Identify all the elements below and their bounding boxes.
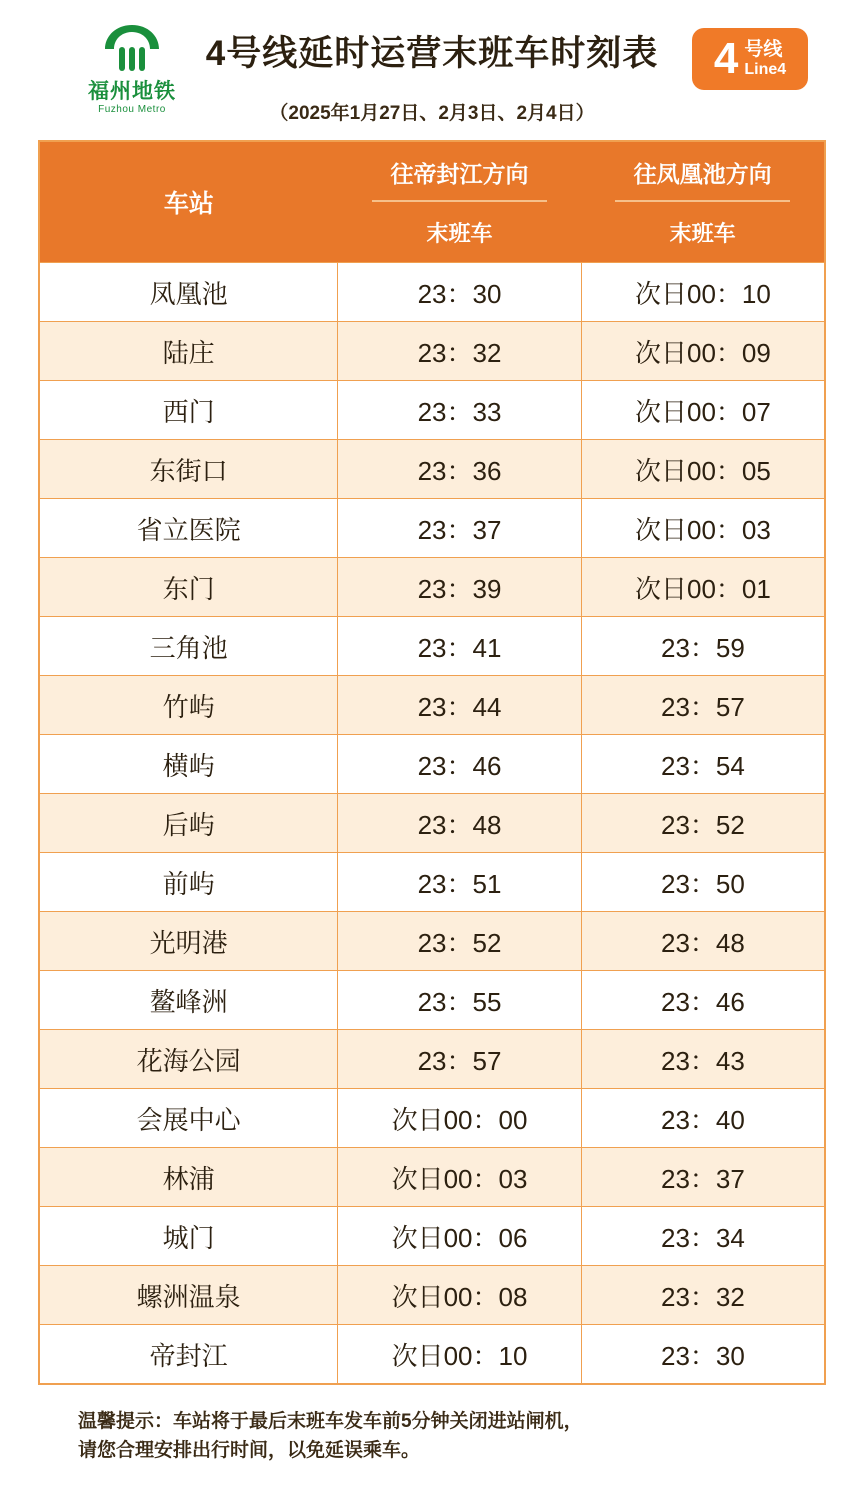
line-badge-cn: 号线 bbox=[744, 38, 783, 60]
cell-station: 陆庄 bbox=[39, 322, 338, 381]
cell-last-train-dir1: 23：36 bbox=[338, 440, 582, 499]
table-row bbox=[39, 558, 825, 617]
timetable bbox=[38, 140, 826, 1385]
table-row bbox=[39, 1325, 825, 1385]
table-row bbox=[39, 617, 825, 676]
cell-last-train-dir1: 23：51 bbox=[338, 853, 582, 912]
header-direction-2-label: 往凤凰池方向 bbox=[633, 160, 772, 187]
table-row bbox=[39, 1148, 825, 1207]
cell-last-train-dir2: 23：46 bbox=[581, 971, 825, 1030]
cell-last-train-dir2: 23：48 bbox=[581, 912, 825, 971]
page-subtitle: （2025年1月27日、2月3日、2月4日） bbox=[269, 103, 595, 124]
cell-last-train-dir2: 23：57 bbox=[581, 676, 825, 735]
cell-last-train-dir2: 次日00：05 bbox=[581, 440, 825, 499]
cell-last-train-dir1: 23：55 bbox=[338, 971, 582, 1030]
cell-last-train-dir1: 23：39 bbox=[338, 558, 582, 617]
line-badge-number: 4 bbox=[713, 34, 739, 83]
table-row bbox=[39, 1207, 825, 1266]
cell-last-train-dir1: 23：48 bbox=[338, 794, 582, 853]
cell-last-train-dir2: 次日00：07 bbox=[581, 381, 825, 440]
cell-station: 竹屿 bbox=[39, 676, 338, 735]
cell-station: 花海公园 bbox=[39, 1030, 338, 1089]
metro-logo-name: 福州地铁 bbox=[88, 80, 176, 103]
cell-station: 前屿 bbox=[39, 853, 338, 912]
cell-last-train-dir2: 23：43 bbox=[581, 1030, 825, 1089]
cell-last-train-dir2: 23：37 bbox=[581, 1148, 825, 1207]
table-row bbox=[39, 735, 825, 794]
cell-last-train-dir2: 23：59 bbox=[581, 617, 825, 676]
footer-note bbox=[38, 1407, 826, 1466]
cell-last-train-dir1: 次日00：00 bbox=[338, 1089, 582, 1148]
cell-last-train-dir1: 23：52 bbox=[338, 912, 582, 971]
header-lasttrain-2: 末班车 bbox=[581, 202, 825, 263]
header-divider-1 bbox=[372, 200, 547, 202]
cell-station: 横屿 bbox=[39, 735, 338, 794]
cell-station: 光明港 bbox=[39, 912, 338, 971]
cell-last-train-dir2: 23：32 bbox=[581, 1266, 825, 1325]
metro-logo-subname: Fuzhou Metro bbox=[98, 104, 166, 116]
table-row bbox=[39, 499, 825, 558]
table-row bbox=[39, 794, 825, 853]
cell-last-train-dir2: 23：54 bbox=[581, 735, 825, 794]
header-direction-2 bbox=[581, 141, 825, 202]
table-row bbox=[39, 912, 825, 971]
cell-station: 三角池 bbox=[39, 617, 338, 676]
cell-station: 东街口 bbox=[39, 440, 338, 499]
cell-station: 林浦 bbox=[39, 1148, 338, 1207]
header-direction-1-label: 往帝封江方向 bbox=[390, 160, 529, 187]
footer-note-line2: 请您合理安排出行时间，以免延误乘车。 bbox=[78, 1440, 421, 1462]
timetable-head bbox=[39, 141, 825, 263]
cell-last-train-dir2: 次日00：09 bbox=[581, 322, 825, 381]
table-row bbox=[39, 853, 825, 912]
header-station: 车站 bbox=[39, 141, 338, 263]
cell-station: 会展中心 bbox=[39, 1089, 338, 1148]
table-row bbox=[39, 1266, 825, 1325]
cell-station: 东门 bbox=[39, 558, 338, 617]
cell-last-train-dir1: 次日00：03 bbox=[338, 1148, 582, 1207]
header-lasttrain-1: 末班车 bbox=[338, 202, 582, 263]
cell-last-train-dir2: 次日00：10 bbox=[581, 263, 825, 322]
page-title: 4号线延时运营末班车时刻表 bbox=[205, 34, 659, 73]
timetable-body bbox=[39, 263, 825, 1385]
table-row bbox=[39, 676, 825, 735]
cell-station: 城门 bbox=[39, 1207, 338, 1266]
page-header bbox=[38, 0, 826, 140]
line-badge-en: Line4 bbox=[744, 60, 787, 78]
cell-last-train-dir2: 23：52 bbox=[581, 794, 825, 853]
cell-station: 帝封江 bbox=[39, 1325, 338, 1385]
cell-last-train-dir1: 23：33 bbox=[338, 381, 582, 440]
cell-station: 省立医院 bbox=[39, 499, 338, 558]
cell-station: 鳌峰洲 bbox=[39, 971, 338, 1030]
cell-last-train-dir1: 次日00：10 bbox=[338, 1325, 582, 1385]
table-row bbox=[39, 381, 825, 440]
header-direction-1 bbox=[338, 141, 582, 202]
cell-last-train-dir2: 23：40 bbox=[581, 1089, 825, 1148]
cell-last-train-dir2: 23：30 bbox=[581, 1325, 825, 1385]
footer-note-line1: 温馨提示：车站将于最后末班车发车前5分钟关闭进站闸机， bbox=[78, 1411, 583, 1432]
table-row bbox=[39, 1030, 825, 1089]
table-row bbox=[39, 971, 825, 1030]
cell-last-train-dir1: 23：37 bbox=[338, 499, 582, 558]
table-row bbox=[39, 263, 825, 322]
cell-last-train-dir1: 次日00：08 bbox=[338, 1266, 582, 1325]
cell-last-train-dir1: 23：44 bbox=[338, 676, 582, 735]
cell-last-train-dir1: 23：41 bbox=[338, 617, 582, 676]
cell-last-train-dir1: 23：46 bbox=[338, 735, 582, 794]
cell-station: 西门 bbox=[39, 381, 338, 440]
cell-last-train-dir2: 次日00：01 bbox=[581, 558, 825, 617]
cell-last-train-dir2: 次日00：03 bbox=[581, 499, 825, 558]
cell-station: 螺洲温泉 bbox=[39, 1266, 338, 1325]
cell-last-train-dir1: 次日00：06 bbox=[338, 1207, 582, 1266]
cell-station: 后屿 bbox=[39, 794, 338, 853]
cell-last-train-dir1: 23：30 bbox=[338, 263, 582, 322]
cell-station: 凤凰池 bbox=[39, 263, 338, 322]
table-row bbox=[39, 440, 825, 499]
table-row bbox=[39, 322, 825, 381]
line-badge bbox=[692, 28, 808, 90]
cell-last-train-dir2: 23：34 bbox=[581, 1207, 825, 1266]
table-row bbox=[39, 1089, 825, 1148]
cell-last-train-dir1: 23：32 bbox=[338, 322, 582, 381]
header-divider-2 bbox=[615, 200, 790, 202]
cell-last-train-dir2: 23：50 bbox=[581, 853, 825, 912]
cell-last-train-dir1: 23：57 bbox=[338, 1030, 582, 1089]
